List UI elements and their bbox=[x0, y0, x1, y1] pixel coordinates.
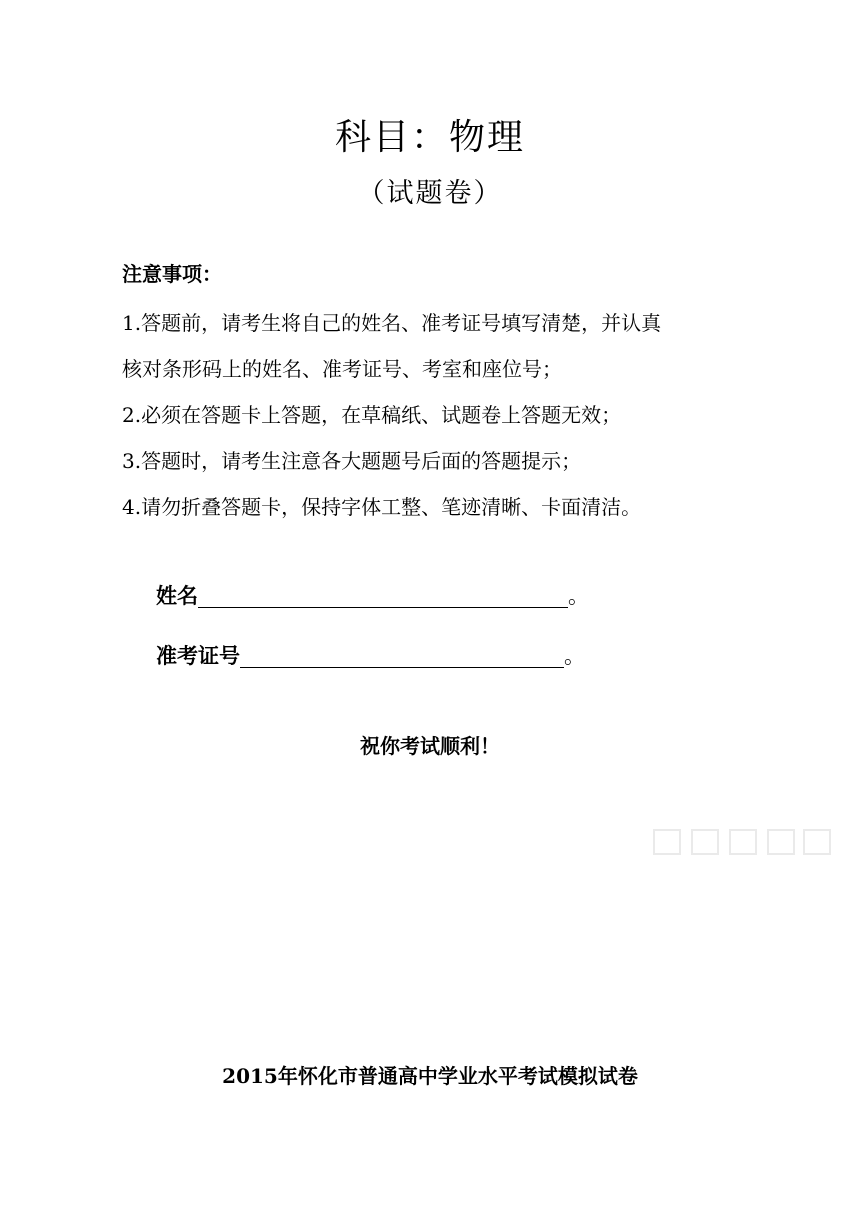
notice-list bbox=[122, 300, 762, 530]
name-period: 。 bbox=[568, 584, 589, 608]
watermark-graphic bbox=[652, 822, 832, 862]
name-label: 姓名 bbox=[156, 583, 198, 608]
notice-line: 核对条形码上的姓名、准考证号、考室和座位号； bbox=[122, 357, 562, 381]
page-subtitle: （试题卷） bbox=[357, 178, 503, 209]
exam-id-period: 。 bbox=[564, 644, 585, 668]
name-field-row bbox=[156, 578, 589, 614]
exam-id-blank-line[interactable] bbox=[240, 666, 564, 668]
notice-line: 2.必须在答题卡上答题，在草稿纸、试题卷上答题无效； bbox=[122, 403, 622, 427]
notice-line: 1.答题前，请考生将自己的姓名、准考证号填写清楚，并认真 bbox=[122, 311, 662, 335]
exam-series-footer: 2015年怀化市普通高中学业水平考试模拟试卷 bbox=[222, 1064, 638, 1088]
exam-id-field-row bbox=[156, 638, 585, 674]
notice-line: 4.请勿折叠答题卡，保持字体工整、笔迹清晰、卡面清洁。 bbox=[122, 495, 642, 519]
notice-line: 3.答题时，请考生注意各大题题号后面的答题提示； bbox=[122, 449, 582, 473]
name-blank-line[interactable] bbox=[198, 606, 568, 608]
page-title: 科目：物理 bbox=[334, 117, 525, 158]
notice-heading: 注意事项： bbox=[122, 262, 222, 286]
good-luck-message: 祝你考试顺利！ bbox=[360, 734, 500, 758]
exam-id-label: 准考证号 bbox=[156, 643, 240, 668]
